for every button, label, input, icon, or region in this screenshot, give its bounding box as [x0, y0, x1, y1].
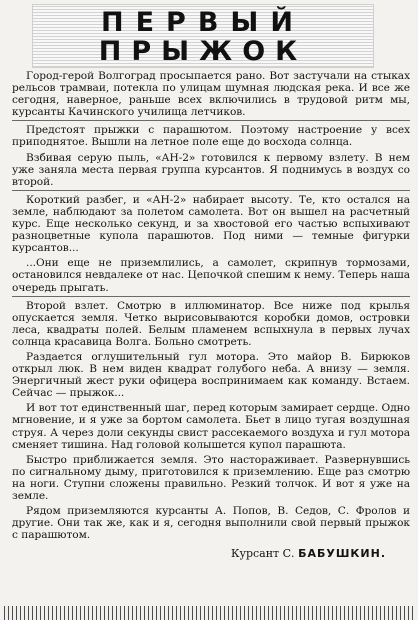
signature-prefix: Курсант С.: [230, 547, 295, 561]
paragraph: ...Они еще не приземлились, а самолет, скрипнув тормозами, остановился невдалеке от нас. Цепочкой спешим к нему. Теперь наша очередь прыгать.: [12, 257, 410, 296]
headline-block: [32, 4, 374, 68]
article-body: [12, 70, 410, 560]
headline-line-1: ПЕРВЫЙ: [101, 7, 305, 38]
paragraph: Город-герой Волгоград просыпается рано. Вот застучали на стыках рельсов трамваи, потекла по улицам шумная людская река. И все же сегодня, наверное, раньше всех включились в трудовой ритм мы, курсанты Качинского училища летчиков.: [12, 70, 410, 121]
paragraph: Раздается оглушительный гул мотора. Это майор В. Бирюков открыл люк. В нем виден квадрат голубого неба. А внизу — земля. Энергичный жест руки офицера воспринимаем как команду. Встаем. Сейчас — прыжок...: [12, 350, 410, 400]
paragraph: Короткий разбег, и «АН-2» набирает высоту. Те, кто остался на земле, наблюдают за полетом самолета. Вот он вышел на расчетный курс. Еще несколько секунд, и за хвостовой его частью вспыхивают разноцветные купола парашютов. Под ними — темные фигурки курсантов...: [12, 193, 410, 255]
signature-name: БАБУШКИН.: [298, 547, 386, 561]
paragraph: Быстро приближается земля. Это настораживает. Развернувшись по сигнальному дыму, приготовился к приземлению. Еще раз смотрю на ноги. Ступни сложены правильно. Резкий толчок. И вот я уже на земле.: [12, 453, 410, 502]
paragraph: Взбивая серую пыль, «АН-2» готовился к первому взлету. В нем уже заняла места первая группа курсантов. Я поднимусь в воздух со второй.: [12, 152, 410, 191]
author-signature: [12, 547, 386, 560]
paragraph: И вот тот единственный шаг, перед которым замирает сердце. Одно мгновение, и я уже за бортом самолета. Бьет в лицо тугая воздушная струя. А через доли секунды свист рассекаемого воздуха и гул мотора сменяет тишина. Над головой колышется купол парашюта.: [12, 402, 410, 451]
bottom-border-strip: [4, 606, 414, 620]
paragraph: Рядом приземляются курсанты А. Попов, В. Седов, С. Фролов и другие. Они так же, как и я, сегодня выполнили свой первый прыжок с парашютом.: [12, 505, 410, 542]
paragraph: Второй взлет. Смотрю в иллюминатор. Все ниже под крылья опускается земля. Четко вырисовываются коробки домов, островки леса, квадраты полей. Белым пламенем вспыхнула в первых лучах солнца красавица Волга. Больно смотреть.: [12, 299, 410, 348]
paragraph: Предстоят прыжки с парашютом. Поэтому настроение у всех приподнятое. Вышли на летное поле еще до восхода солнца.: [12, 124, 410, 149]
headline-line-2: ПРЫЖОК: [98, 36, 308, 67]
